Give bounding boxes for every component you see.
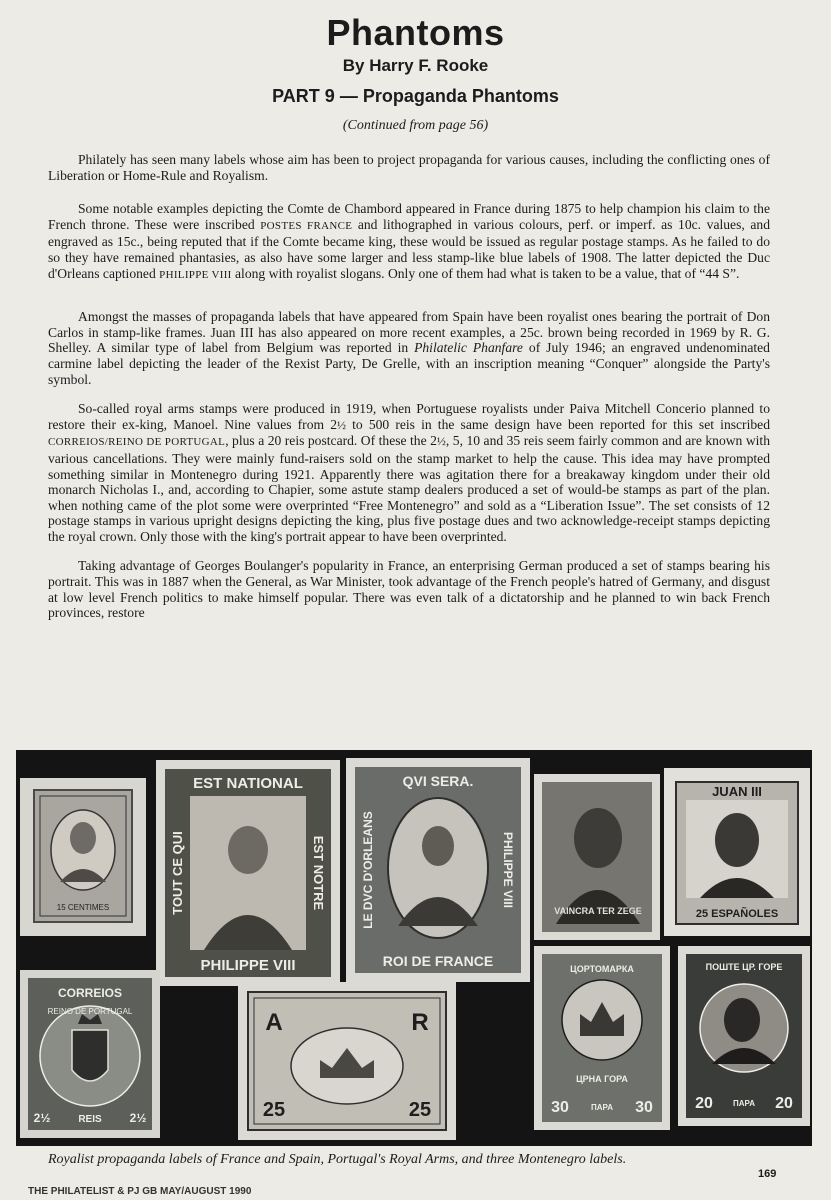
stamp-portugal-arms [20,970,160,1138]
paragraph-4-text-c: , plus a 20 reis postcard. Of these the 2 [225,433,437,449]
paragraph-3-text-a: Amongst the masses of propaganda labels that have appeared from Spain have been royalist ones bearing the portrait of Don Carlos in stamp-like frames. Juan III has also appeared on more recent examples, a 25c. brown being recorded in 1969 by R. G. Shelley. A similar type of label from Belgium was reported in [48,309,770,356]
paragraph-3-text-b: of July 1946; an engraved undenominated carmine label depicting the leader of the Rexist Party, De Grelle, with an inscription meaning “Conquer” alongside the Party's symbol. [48,340,770,387]
stamp-left-value: 30 [551,1099,569,1116]
article-title: Phantoms [326,12,505,53]
stamp-center-legend: ПАРА [733,1099,755,1108]
portrait-head [70,822,96,854]
inscription-postes-france: POSTES FRANCE [260,219,353,232]
stamp-center-legend: REIS [78,1114,102,1125]
stamp-right-legend: PHILIPPE VIII [501,831,515,909]
stamp-right-value: 20 [775,1095,793,1112]
stamp-degrelle-legend: VAINCRA TER ZEGE [554,906,642,916]
plate-caption: Royalist propaganda labels of France and Spain, Portugal's Royal Arms, and three Montenegro labels. [48,1152,627,1167]
portrait-head [724,998,760,1042]
portrait-head [715,813,759,867]
stamp-chambord [20,778,146,936]
publication-title: Philatelic Phanfare [414,340,523,356]
continued-note: (Continued from page 56) [342,118,489,133]
portrait-head [228,826,268,874]
stamp-montenegro-king [678,946,810,1126]
paragraph-2-text-c: along with royalist slogans. Only one of them had what is taken to be a value, that of “44 S”. [231,265,740,281]
stamp-left-value: 20 [695,1095,713,1112]
stamp-right-value: 25 [408,1099,432,1121]
stamp-right-value: 2½ [129,1111,147,1125]
stamp-right-legend: EST NOTRE [311,835,326,911]
fraction-half: ½ [337,417,346,432]
stamp-top-legend: ЦОРТОМАРКА [570,964,634,974]
stamp-degrelle [534,774,660,940]
stamp-top-legend: EST NATIONAL [193,775,303,792]
stamp-corner-r: R [411,1009,429,1036]
stamp-top-legend: QVI SERA. [402,773,474,789]
stamp-left-value: 25 [262,1099,286,1121]
stamp-top-legend: ПОШТЕ ЦР. ГОРЕ [705,962,783,972]
portrait-head [574,808,622,868]
stamp-left-legend: LE DVC D'ORLEANS [361,811,375,929]
running-footer: THE PHILATELIST & PJ GB MAY/AUGUST 1990 [28,1186,252,1197]
stamp-chambord-value: 15 CENTIMES [56,903,110,912]
coat-of-arms-shield [72,1030,108,1081]
paragraph-4 [48,401,770,544]
stamp-montenegro-crown [534,946,670,1130]
paragraph-2-text-b: and lithographed in various colours, perf. or imperf. as 10c. values, and engraved as 15c., being reputed that if the Comte became king, these would be issued as regular postage stamps. As he failed to do so they have remained phantasies, as also have some larger and less stamp-like blue labels of 1908. The latter depicted the Duc d'Orleans captioned [48,216,770,281]
paragraph-4-text-b: to 500 reis in the same design have been reported for this set inscribed [346,416,770,432]
paragraph-4-text-a: So-called royal arms stamps were produced in 1919, when Portuguese royalists under Paiva Mitchell Concerio planned to restore their ex-king, Manoel. Nine values from 2 [48,401,770,432]
inscription-philippe-viii: PHILIPPE VIII [159,268,232,281]
paragraph-3 [48,309,770,387]
stamp-montenegro-ar [238,982,456,1140]
paragraph-1: Philately has seen many labels whose aim has been to project propaganda for various causes, including the conflicting ones of Liberation or Home-Rule and Royalism. [48,152,770,183]
stamp-bottom-legend: ЦРНА ГОРА [576,1074,628,1084]
stamp-bottom-legend: 25 ESPAÑOLES [695,908,779,920]
paragraph-5: Taking advantage of Georges Boulanger's popularity in France, an enterprising German produced a set of stamps bearing his portrait. This was in 1887 when the General, as War Minister, took advantage of the French people's hatred of Germany, and disgust at low level French politics to make himself popular. There was even talk of a dictatorship and he planned to win back French provinces, restore [48,558,770,621]
stamp-bottom-legend: ROI DE FRANCE [382,953,494,969]
article-byline: By Harry F. Rooke [342,56,489,75]
stamp-philippe-green [156,760,340,986]
stamp-left-legend: TOUT CE QUI [170,831,185,915]
portrait-head [422,826,454,866]
paragraph-2-text-a: Some notable examples depicting the Comte de Chambord appeared in France during 1875 to help champion his claim to the French throne. These were inscribed [48,201,770,232]
fraction-half: ½ [436,434,446,449]
stamp-bottom-legend: PHILIPPE VIII [200,957,296,974]
inscription-correios: CORREIOS/REINO DE PORTUGAL [48,436,226,449]
stamp-plate [16,750,812,1146]
stamp-juan-iii [664,768,810,936]
stamp-center-legend: ПАРА [591,1103,613,1112]
stamp-top-legend: JUAN III [712,784,762,799]
paragraph-2 [48,201,770,283]
stamp-corner-a: A [265,1009,283,1036]
stamp-philippe-blue [346,758,530,982]
paragraph-4-text-d: , 5, 10 and 35 reis seem fairly common and are known with various cancellations. They were mainly fund-raisers sold on the stamp market to help the cause. This idea may have prompted something similar in Montenegro during 1921. Apparently there was agitation there for a breakaway kingdom under their old monarch Nicholas I., and, according to Chapier, some astute stamp dealers produced a set of would-be stamps as part of the plan. when nothing came of the plot some were overprinted “Free Montenegro” and sold as a “Liberation Issue”. The set consists of 12 postage stamps in various upright designs depicting the king, plus five postage dues and two acknowledge-receipt stamps depicting the royal crown. Only those with the king's portrait appear to have been overprinted. [48,433,770,544]
article-body [48,152,770,635]
article-part-heading: PART 9 — Propaganda Phantoms [272,86,559,106]
stamp-top-legend: CORREIOS [57,986,123,1000]
stamp-right-value: 30 [635,1099,653,1116]
stamp-arc-legend: REINO DE PORTUGAL [47,1007,133,1016]
page-number: 169 [758,1168,777,1180]
stamp-left-value: 2½ [33,1111,51,1125]
